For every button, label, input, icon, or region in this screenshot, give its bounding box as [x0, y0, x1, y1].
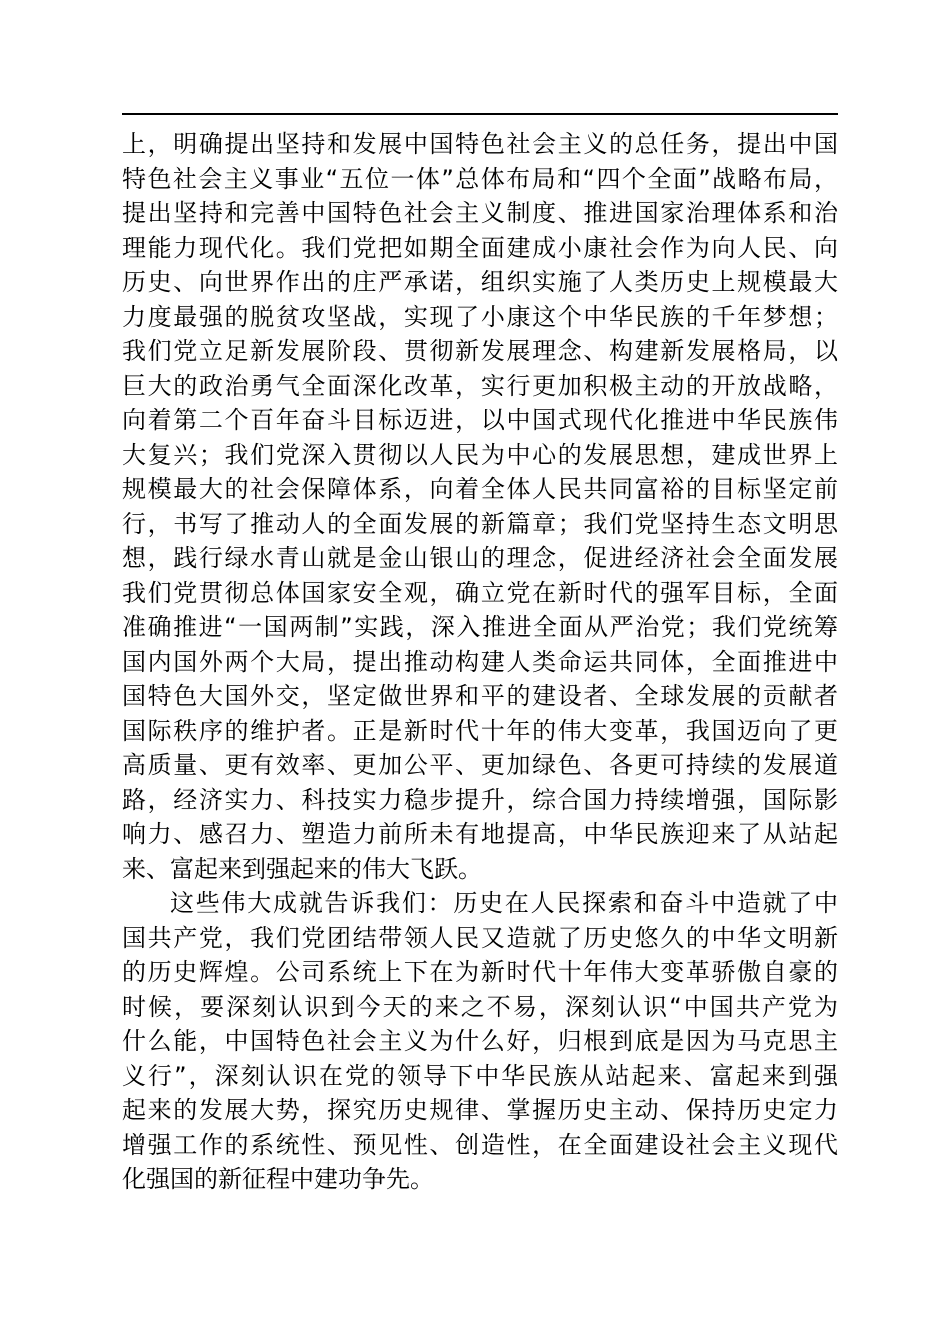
- text-line: 时候，要深刻认识到今天的来之不易，深刻认识“中国共产党为: [122, 992, 838, 1021]
- text-line: 我们党立足新发展阶段、贯彻新发展理念、构建新发展格局，以: [122, 337, 838, 365]
- text-line: 响力、感召力、塑造力前所未有地提高，中华民族迎来了从站起: [122, 820, 838, 848]
- text-line: 规模最大的社会保障体系，向着全体人民共同富裕的目标坚定前: [122, 475, 838, 503]
- text-line: 历史、向世界作出的庄严承诺，组织实施了人类历史上规模最大: [122, 268, 838, 296]
- text-line: 来、富起来到强起来的伟大飞跃。: [122, 854, 482, 883]
- text-line: 特色社会主义事业“五位一体”总体布局和“四个全面”战略布局，: [122, 164, 838, 193]
- text-line: 理能力现代化。我们党把如期全面建成小康社会作为向人民、向: [122, 233, 838, 262]
- text-line: 路，经济实力、科技实力稳步提升，综合国力持续增强，国际影: [122, 785, 838, 814]
- text-line: 想，践行绿水青山就是金山银山的理念，促进经济社会全面发展: [122, 544, 838, 572]
- text-line: 巨大的政治勇气全面深化改革，实行更加积极主动的开放战略，: [122, 371, 838, 400]
- text-line: 国特色大国外交，坚定做世界和平的建设者、全球发展的贡献者: [122, 682, 838, 710]
- text-line: 上，明确提出坚持和发展中国特色社会主义的总任务，提出中国: [122, 130, 838, 158]
- text-line: 行，书写了推动人的全面发展的新篇章；我们党坚持生态文明思: [122, 509, 838, 538]
- text-line: 向着第二个百年奋斗目标迈进，以中国式现代化推进中华民族伟: [122, 406, 838, 434]
- text-line: 这些伟大成就告诉我们：历史在人民探索和奋斗中造就了中: [170, 889, 838, 917]
- text-line: 国际秩序的维护者。正是新时代十年的伟大变革，我国迈向了更: [122, 716, 838, 745]
- text-line: 国内国外两个大局，提出推动构建人类命运共同体，全面推进中: [122, 647, 838, 676]
- header-rule: [122, 113, 838, 115]
- text-line: 什么能，中国特色社会主义为什么好，归根到底是因为马克思主: [122, 1027, 838, 1055]
- paragraph-2: [122, 886, 838, 1197]
- text-line: 增强工作的系统性、预见性、创造性，在全面建设社会主义现代: [122, 1130, 838, 1159]
- text-line: 的历史辉煌。公司系统上下在为新时代十年伟大变革骄傲自豪的: [122, 958, 838, 986]
- text-line: 力度最强的脱贫攻坚战，实现了小康这个中华民族的千年梦想；: [122, 302, 838, 331]
- text-line: 化强国的新征程中建功争先。: [122, 1165, 434, 1193]
- text-line: 高质量、更有效率、更加公平、更加绿色、各更可持续的发展道: [122, 751, 838, 779]
- paragraph-1: [122, 127, 838, 886]
- text-line: 提出坚持和完善中国特色社会主义制度、推进国家治理体系和治: [122, 199, 838, 227]
- text-line: 我们党贯彻总体国家安全观，确立党在新时代的强军目标，全面: [122, 578, 838, 607]
- text-line: 准确推进“一国两制”实践，深入推进全面从严治党；我们党统筹: [122, 613, 838, 641]
- text-line: 国共产党，我们党团结带领人民又造就了历史悠久的中华文明新: [122, 923, 838, 952]
- text-line: 起来的发展大势，探究历史规律、掌握历史主动、保持历史定力: [122, 1096, 838, 1124]
- text-line: 大复兴；我们党深入贯彻以人民为中心的发展思想，建成世界上: [122, 440, 838, 469]
- body-text: [122, 127, 838, 1197]
- text-line: 义行”，深刻认识在党的领导下中华民族从站起来、富起来到强: [122, 1061, 838, 1090]
